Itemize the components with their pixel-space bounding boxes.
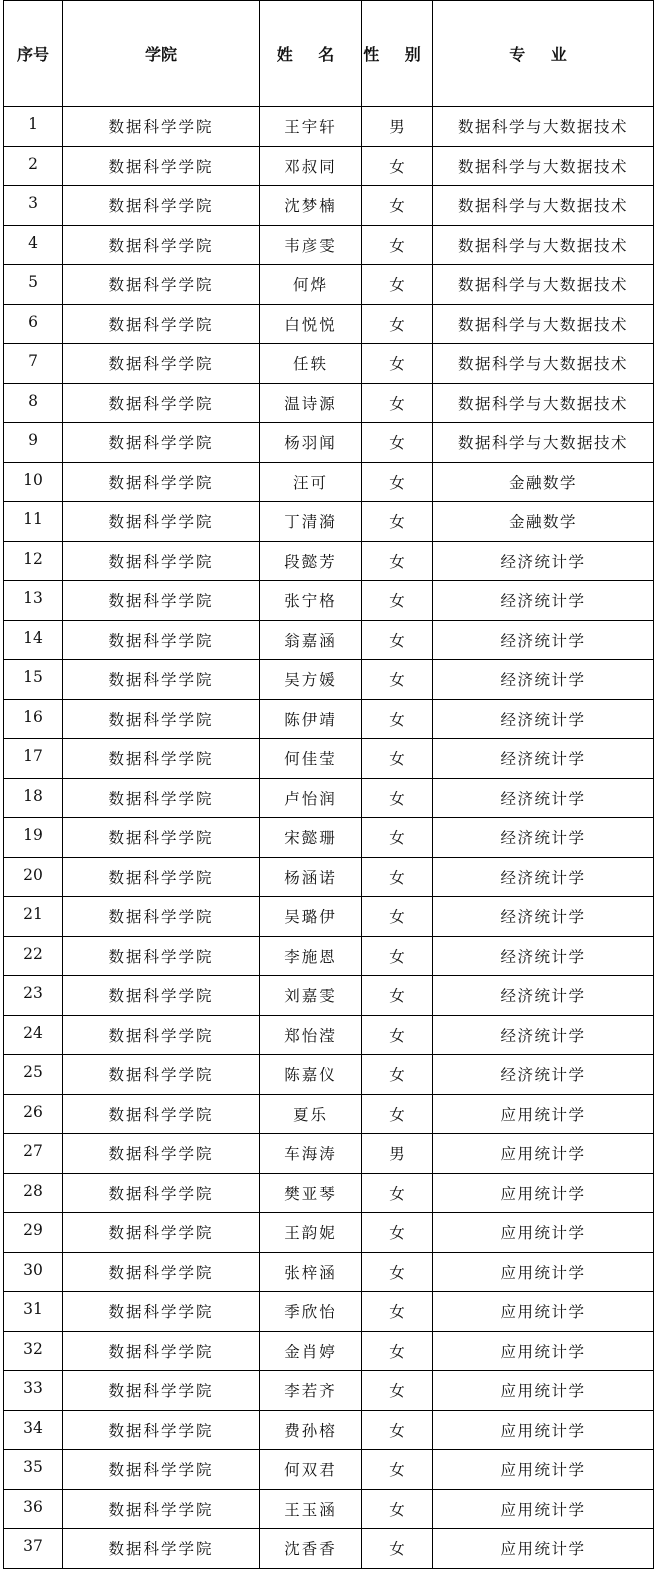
table-row: [4, 897, 654, 937]
cell-major: 经济统计学: [433, 778, 654, 818]
cell-school: 数据科学学院: [63, 1450, 260, 1490]
table-row: [4, 1055, 654, 1095]
cell-major: 数据科学与大数据技术: [433, 265, 654, 305]
cell-seq: 31: [4, 1292, 63, 1332]
cell-name: 郑怡滢: [260, 1015, 362, 1055]
cell-major: 数据科学与大数据技术: [433, 146, 654, 186]
cell-seq: 19: [4, 818, 63, 858]
cell-gender: 女: [362, 1173, 433, 1213]
cell-name: 沈香香: [260, 1529, 362, 1569]
cell-gender: 女: [362, 660, 433, 700]
cell-major: 金融数学: [433, 502, 654, 542]
cell-name: 陈伊靖: [260, 699, 362, 739]
cell-seq: 35: [4, 1450, 63, 1490]
table-row: [4, 1371, 654, 1411]
cell-seq: 24: [4, 1015, 63, 1055]
cell-gender: 女: [362, 462, 433, 502]
cell-major: 应用统计学: [433, 1173, 654, 1213]
table-row: [4, 146, 654, 186]
cell-gender: 女: [362, 1331, 433, 1371]
cell-name: 卢怡润: [260, 778, 362, 818]
cell-gender: 女: [362, 186, 433, 226]
table-row: [4, 186, 654, 226]
cell-major: 经济统计学: [433, 818, 654, 858]
cell-name: 陈嘉仪: [260, 1055, 362, 1095]
cell-gender: 女: [362, 1292, 433, 1332]
cell-major: 数据科学与大数据技术: [433, 225, 654, 265]
cell-seq: 9: [4, 423, 63, 463]
cell-school: 数据科学学院: [63, 778, 260, 818]
table-row: [4, 1410, 654, 1450]
cell-seq: 34: [4, 1410, 63, 1450]
cell-name: 汪可: [260, 462, 362, 502]
cell-gender: 女: [362, 897, 433, 937]
cell-school: 数据科学学院: [63, 1173, 260, 1213]
cell-gender: 女: [362, 146, 433, 186]
cell-major: 应用统计学: [433, 1410, 654, 1450]
cell-major: 经济统计学: [433, 699, 654, 739]
cell-major: 经济统计学: [433, 581, 654, 621]
cell-school: 数据科学学院: [63, 1213, 260, 1253]
cell-gender: 女: [362, 1213, 433, 1253]
table-row: [4, 778, 654, 818]
cell-gender: 女: [362, 620, 433, 660]
cell-school: 数据科学学院: [63, 502, 260, 542]
cell-seq: 37: [4, 1529, 63, 1569]
cell-name: 李若齐: [260, 1371, 362, 1411]
header-gender: 性 别: [362, 1, 433, 107]
cell-school: 数据科学学院: [63, 1489, 260, 1529]
cell-name: 费孙榕: [260, 1410, 362, 1450]
table-body: [4, 107, 654, 1569]
cell-major: 应用统计学: [433, 1331, 654, 1371]
table-row: [4, 1529, 654, 1569]
header-seq: 序号: [4, 1, 63, 107]
table-row: [4, 818, 654, 858]
cell-school: 数据科学学院: [63, 146, 260, 186]
table-row: [4, 1489, 654, 1529]
table-row: [4, 1292, 654, 1332]
table-row: [4, 265, 654, 305]
cell-name: 翁嘉涵: [260, 620, 362, 660]
header-name: 姓 名: [260, 1, 362, 107]
cell-school: 数据科学学院: [63, 1292, 260, 1332]
cell-seq: 23: [4, 976, 63, 1016]
cell-school: 数据科学学院: [63, 1055, 260, 1095]
table-row: [4, 620, 654, 660]
cell-gender: 女: [362, 383, 433, 423]
table-row: [4, 502, 654, 542]
table-row: [4, 225, 654, 265]
table-row: [4, 857, 654, 897]
cell-name: 樊亚琴: [260, 1173, 362, 1213]
cell-school: 数据科学学院: [63, 186, 260, 226]
cell-major: 应用统计学: [433, 1094, 654, 1134]
header-major: 专 业: [433, 1, 654, 107]
cell-name: 沈梦楠: [260, 186, 362, 226]
cell-seq: 29: [4, 1213, 63, 1253]
cell-seq: 28: [4, 1173, 63, 1213]
cell-gender: 女: [362, 778, 433, 818]
cell-school: 数据科学学院: [63, 225, 260, 265]
table-row: [4, 739, 654, 779]
cell-seq: 18: [4, 778, 63, 818]
cell-name: 温诗源: [260, 383, 362, 423]
cell-school: 数据科学学院: [63, 660, 260, 700]
cell-seq: 11: [4, 502, 63, 542]
cell-gender: 女: [362, 936, 433, 976]
cell-name: 何双君: [260, 1450, 362, 1490]
cell-major: 经济统计学: [433, 1015, 654, 1055]
cell-school: 数据科学学院: [63, 1371, 260, 1411]
cell-gender: 女: [362, 739, 433, 779]
cell-seq: 15: [4, 660, 63, 700]
cell-school: 数据科学学院: [63, 818, 260, 858]
cell-seq: 16: [4, 699, 63, 739]
cell-gender: 女: [362, 541, 433, 581]
cell-school: 数据科学学院: [63, 897, 260, 937]
cell-seq: 2: [4, 146, 63, 186]
cell-gender: 女: [362, 304, 433, 344]
cell-name: 吴璐伊: [260, 897, 362, 937]
cell-seq: 21: [4, 897, 63, 937]
cell-major: 应用统计学: [433, 1213, 654, 1253]
cell-name: 何烨: [260, 265, 362, 305]
table-row: [4, 699, 654, 739]
cell-school: 数据科学学院: [63, 1134, 260, 1174]
cell-name: 杨涵诺: [260, 857, 362, 897]
cell-name: 邓叔同: [260, 146, 362, 186]
cell-name: 张梓涵: [260, 1252, 362, 1292]
cell-name: 何佳莹: [260, 739, 362, 779]
cell-seq: 7: [4, 344, 63, 384]
cell-gender: 女: [362, 1489, 433, 1529]
cell-seq: 5: [4, 265, 63, 305]
cell-gender: 女: [362, 1410, 433, 1450]
cell-name: 金肖婷: [260, 1331, 362, 1371]
cell-school: 数据科学学院: [63, 1252, 260, 1292]
cell-school: 数据科学学院: [63, 304, 260, 344]
cell-seq: 8: [4, 383, 63, 423]
cell-gender: 女: [362, 1450, 433, 1490]
table-row: [4, 107, 654, 147]
cell-major: 应用统计学: [433, 1252, 654, 1292]
cell-seq: 26: [4, 1094, 63, 1134]
cell-gender: 女: [362, 1015, 433, 1055]
table-row: [4, 462, 654, 502]
cell-seq: 32: [4, 1331, 63, 1371]
cell-gender: 女: [362, 976, 433, 1016]
cell-name: 刘嘉雯: [260, 976, 362, 1016]
cell-name: 李施恩: [260, 936, 362, 976]
table-row: [4, 1015, 654, 1055]
table-row: [4, 344, 654, 384]
cell-school: 数据科学学院: [63, 541, 260, 581]
cell-name: 韦彦雯: [260, 225, 362, 265]
cell-gender: 女: [362, 225, 433, 265]
cell-school: 数据科学学院: [63, 620, 260, 660]
table-header: [4, 1, 654, 107]
cell-school: 数据科学学院: [63, 1529, 260, 1569]
cell-gender: 女: [362, 857, 433, 897]
cell-major: 经济统计学: [433, 660, 654, 700]
cell-gender: 女: [362, 265, 433, 305]
cell-major: 数据科学与大数据技术: [433, 186, 654, 226]
cell-gender: 女: [362, 1055, 433, 1095]
cell-major: 经济统计学: [433, 541, 654, 581]
cell-school: 数据科学学院: [63, 581, 260, 621]
cell-seq: 33: [4, 1371, 63, 1411]
cell-seq: 36: [4, 1489, 63, 1529]
cell-school: 数据科学学院: [63, 739, 260, 779]
cell-school: 数据科学学院: [63, 462, 260, 502]
cell-major: 经济统计学: [433, 897, 654, 937]
cell-school: 数据科学学院: [63, 936, 260, 976]
cell-name: 王玉涵: [260, 1489, 362, 1529]
cell-name: 王宇轩: [260, 107, 362, 147]
cell-name: 杨羽闻: [260, 423, 362, 463]
cell-school: 数据科学学院: [63, 265, 260, 305]
cell-name: 车海涛: [260, 1134, 362, 1174]
cell-seq: 27: [4, 1134, 63, 1174]
cell-major: 应用统计学: [433, 1450, 654, 1490]
table-row: [4, 1331, 654, 1371]
cell-gender: 女: [362, 699, 433, 739]
cell-seq: 3: [4, 186, 63, 226]
cell-gender: 女: [362, 1252, 433, 1292]
cell-major: 数据科学与大数据技术: [433, 383, 654, 423]
cell-seq: 25: [4, 1055, 63, 1095]
cell-gender: 女: [362, 344, 433, 384]
cell-major: 经济统计学: [433, 936, 654, 976]
cell-seq: 22: [4, 936, 63, 976]
cell-major: 应用统计学: [433, 1134, 654, 1174]
cell-major: 数据科学与大数据技术: [433, 107, 654, 147]
cell-seq: 4: [4, 225, 63, 265]
table-row: [4, 1213, 654, 1253]
cell-school: 数据科学学院: [63, 699, 260, 739]
cell-seq: 30: [4, 1252, 63, 1292]
cell-seq: 17: [4, 739, 63, 779]
cell-school: 数据科学学院: [63, 107, 260, 147]
table-row: [4, 423, 654, 463]
cell-major: 数据科学与大数据技术: [433, 304, 654, 344]
cell-school: 数据科学学院: [63, 1015, 260, 1055]
cell-seq: 6: [4, 304, 63, 344]
cell-name: 丁清漪: [260, 502, 362, 542]
table-row: [4, 383, 654, 423]
cell-school: 数据科学学院: [63, 1331, 260, 1371]
cell-seq: 10: [4, 462, 63, 502]
table-row: [4, 581, 654, 621]
cell-major: 应用统计学: [433, 1489, 654, 1529]
cell-major: 应用统计学: [433, 1292, 654, 1332]
table-row: [4, 1094, 654, 1134]
table-row: [4, 1450, 654, 1490]
cell-seq: 12: [4, 541, 63, 581]
table-row: [4, 1173, 654, 1213]
cell-gender: 女: [362, 1094, 433, 1134]
table-row: [4, 660, 654, 700]
cell-gender: 女: [362, 581, 433, 621]
cell-name: 季欣怡: [260, 1292, 362, 1332]
cell-name: 宋懿珊: [260, 818, 362, 858]
cell-major: 经济统计学: [433, 620, 654, 660]
cell-seq: 13: [4, 581, 63, 621]
cell-school: 数据科学学院: [63, 423, 260, 463]
cell-gender: 男: [362, 107, 433, 147]
cell-seq: 14: [4, 620, 63, 660]
cell-major: 应用统计学: [433, 1371, 654, 1411]
cell-name: 吴方媛: [260, 660, 362, 700]
cell-major: 经济统计学: [433, 1055, 654, 1095]
cell-school: 数据科学学院: [63, 344, 260, 384]
cell-major: 经济统计学: [433, 976, 654, 1016]
cell-major: 应用统计学: [433, 1529, 654, 1569]
cell-school: 数据科学学院: [63, 383, 260, 423]
cell-gender: 男: [362, 1134, 433, 1174]
cell-school: 数据科学学院: [63, 1094, 260, 1134]
cell-gender: 女: [362, 423, 433, 463]
cell-major: 金融数学: [433, 462, 654, 502]
cell-name: 段懿芳: [260, 541, 362, 581]
cell-gender: 女: [362, 1371, 433, 1411]
cell-school: 数据科学学院: [63, 1410, 260, 1450]
cell-school: 数据科学学院: [63, 857, 260, 897]
cell-seq: 20: [4, 857, 63, 897]
cell-name: 夏乐: [260, 1094, 362, 1134]
cell-major: 经济统计学: [433, 857, 654, 897]
cell-major: 数据科学与大数据技术: [433, 344, 654, 384]
cell-name: 任轶: [260, 344, 362, 384]
student-list-table: [3, 0, 654, 1569]
table-row: [4, 976, 654, 1016]
table-row: [4, 936, 654, 976]
cell-name: 白悦悦: [260, 304, 362, 344]
cell-gender: 女: [362, 1529, 433, 1569]
header-row: [4, 1, 654, 107]
cell-seq: 1: [4, 107, 63, 147]
table-row: [4, 541, 654, 581]
table-row: [4, 1252, 654, 1292]
cell-school: 数据科学学院: [63, 976, 260, 1016]
cell-name: 张宁格: [260, 581, 362, 621]
cell-gender: 女: [362, 502, 433, 542]
cell-name: 王韵妮: [260, 1213, 362, 1253]
cell-major: 数据科学与大数据技术: [433, 423, 654, 463]
table-row: [4, 1134, 654, 1174]
cell-gender: 女: [362, 818, 433, 858]
table-row: [4, 304, 654, 344]
header-school: 学院: [63, 1, 260, 107]
cell-major: 经济统计学: [433, 739, 654, 779]
